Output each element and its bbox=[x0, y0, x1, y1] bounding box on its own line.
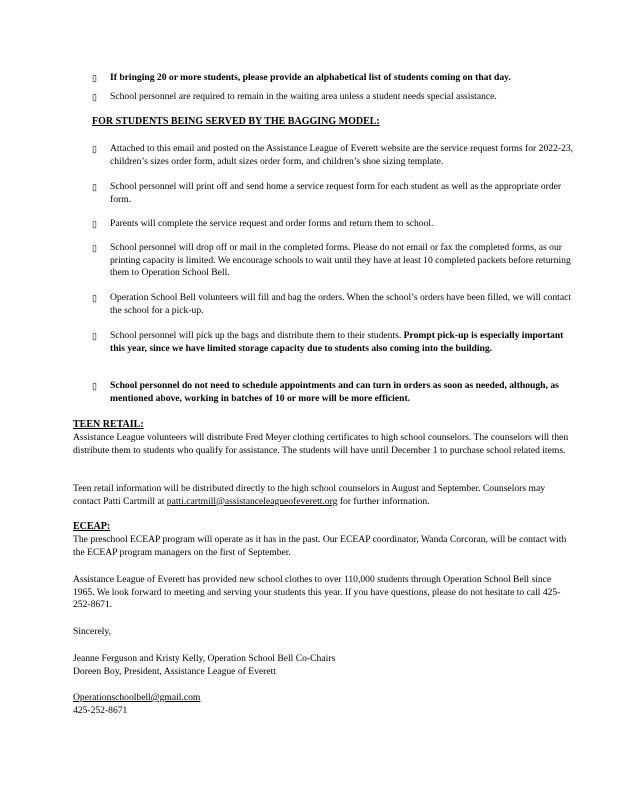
closing-paragraph: Assistance League of Everett has provided new school clothes to over 110,000 students through Operation School Bell since 1965. We look forward to meeting and serving your students this year. If you have questions, please do not hesitate to call 425-252-8671. bbox=[73, 574, 561, 610]
eceap-heading-text: ECEAP bbox=[73, 521, 107, 532]
bagging-bullet bbox=[110, 380, 580, 405]
bullet-text: If bringing 20 or more students, please provide an alphabetical list of students coming on that day. bbox=[110, 72, 511, 83]
contact-email-link[interactable]: Operationschoolbell@gmail.com bbox=[73, 692, 201, 703]
bullet-text: School personnel are required to remain in the waiting area unless a student needs special assistance. bbox=[110, 91, 497, 102]
bagging-bullet-text: Parents will complete the service request and order forms and return them to school. bbox=[110, 218, 434, 229]
contact-phone: 425-252-8671 bbox=[73, 705, 128, 716]
bagging-bullet-text: Operation School Bell volunteers will fill and bag the orders. When the school’s orders have been filled, we will contact the school for a pick-up. bbox=[110, 292, 571, 316]
bagging-heading: FOR STUDENTS BEING SERVED BY THE BAGGING MODEL: bbox=[92, 116, 380, 127]
bagging-bullet bbox=[110, 292, 580, 317]
bagging-bullet bbox=[110, 181, 580, 206]
eceap-heading: ECEAP: bbox=[73, 521, 111, 532]
bullet-marker: ▯ bbox=[92, 182, 97, 192]
bullet-marker: ▯ bbox=[92, 73, 97, 83]
bullet-marker: ▯ bbox=[92, 331, 97, 341]
bullet-marker: ▯ bbox=[92, 219, 97, 229]
bagging-bullet-text: Attached to this email and posted on the Assistance League of Everett website are the service request forms for 2022-23, children’s sizes order form, adult sizes order form, and children’s shoe sizing template. bbox=[110, 143, 574, 167]
teen-contact-email-link[interactable]: patti.cartmill@assistanceleagueofeverett.org bbox=[166, 495, 338, 507]
bullet-marker: ▯ bbox=[92, 293, 97, 303]
teen-retail-info-text: Teen retail information will be distributed directly to the high school counselors in August and September. Counselors may contact Patti Cartmill at bbox=[73, 483, 545, 507]
bagging-bullet-bold: School personnel do not need to schedule appointments and can turn in orders as soon as needed, although, as mentioned above, working in batches of 10 or more will be more efficient. bbox=[110, 380, 559, 404]
bullet-marker: ▯ bbox=[92, 381, 97, 391]
bagging-bullet bbox=[110, 143, 580, 168]
signer-president: Doreen Boy, President, Assistance League of Everett bbox=[73, 666, 276, 677]
bagging-bullet bbox=[110, 242, 580, 280]
bagging-bullet bbox=[110, 218, 580, 231]
bagging-bullet-text: School personnel will pick up the bags and distribute them to their students. bbox=[110, 330, 404, 341]
teen-retail-heading: TEEN RETAIL: bbox=[73, 419, 144, 430]
teen-retail-heading-text: TEEN RETAIL bbox=[73, 419, 141, 430]
teen-retail-info-text-end: for further information. bbox=[337, 495, 430, 507]
bagging-bullet-text: School personnel will drop off or mail in the completed forms. Please do not email or fax the completed forms, as our printing capacity is limited. We encourage schools to wait until they have at least 10 completed packets before returning them to Operation School Bell. bbox=[110, 242, 571, 278]
sincerely: Sincerely, bbox=[73, 626, 112, 637]
eceap-paragraph: The preschool ECEAP program will operate as it has in the past. Our ECEAP coordinator, Wanda Corcoran, will be contact with the ECEAP program managers on the first of September. bbox=[73, 534, 567, 558]
bagging-bullet-bold: Prompt pick-up is especially important this year, since we have limited storage capacity due to students also coming into the building. bbox=[110, 330, 564, 354]
bagging-bullet bbox=[110, 330, 580, 355]
teen-retail-paragraph: Assistance League volunteers will distribute Fred Meyer clothing certificates to high school counselors. The counselors will then distribute them to students who qualify for assistance. The students will have until December 1 to purchase school related items. bbox=[73, 432, 569, 456]
bullet-marker: ▯ bbox=[92, 144, 97, 154]
bullet-marker: ▯ bbox=[92, 92, 97, 102]
teen-retail-info-paragraph bbox=[73, 483, 573, 508]
bullet-marker: ▯ bbox=[92, 243, 97, 253]
bagging-bullet-text: School personnel will print off and send home a service request form for each student as well as the appropriate order form. bbox=[110, 181, 562, 205]
signer-cochairs: Jeanne Ferguson and Kristy Kelly, Operation School Bell Co-Chairs bbox=[73, 653, 336, 664]
